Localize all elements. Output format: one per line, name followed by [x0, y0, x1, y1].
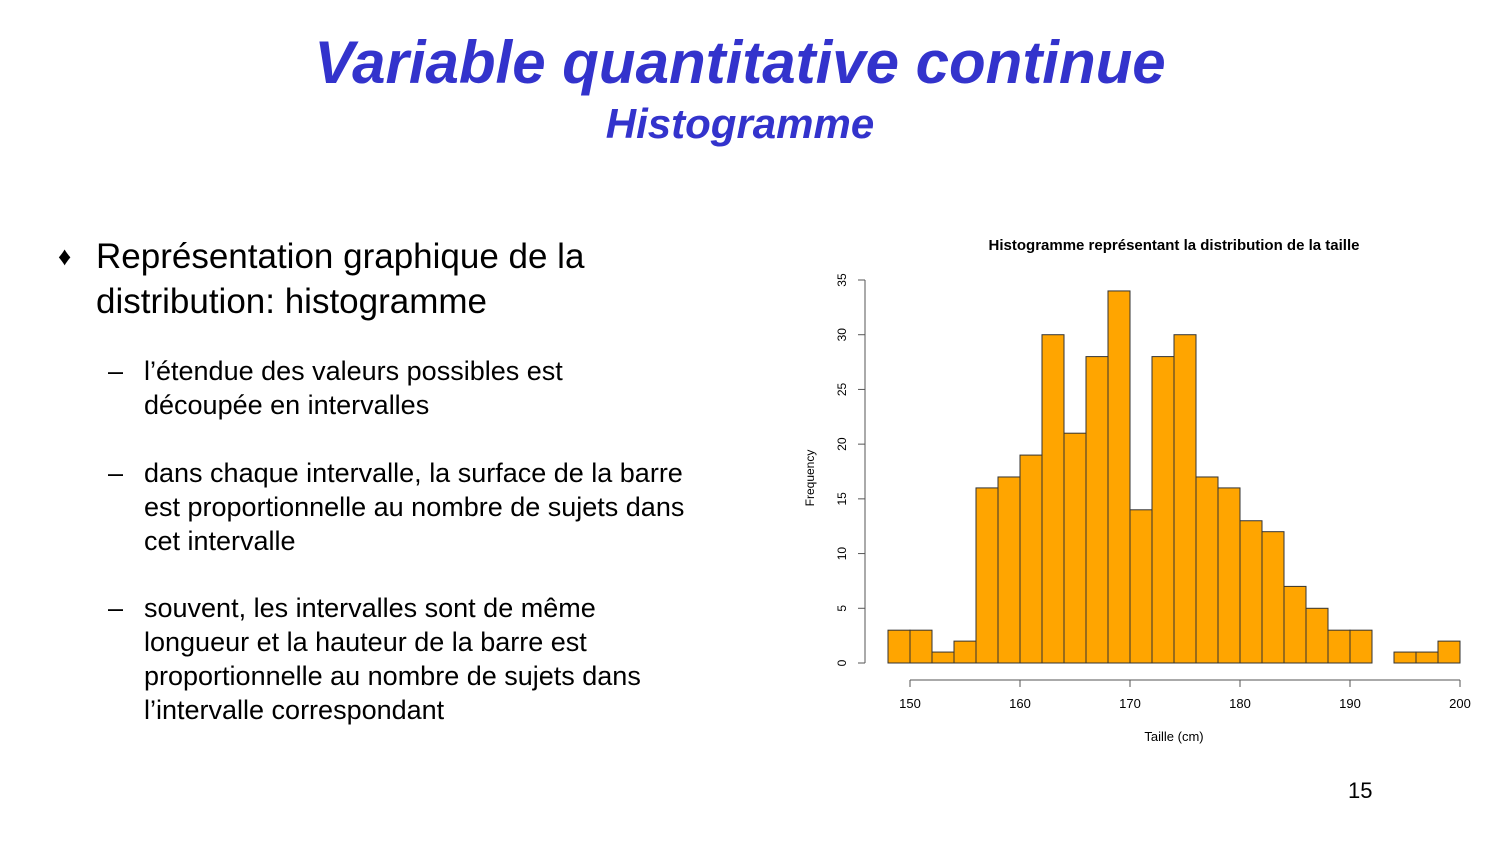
y-axis-label: Frequency — [803, 449, 817, 507]
y-tick-label: 20 — [835, 437, 849, 451]
histogram-bar — [1262, 532, 1284, 663]
y-tick-label: 35 — [835, 273, 849, 287]
histogram-bar — [1350, 630, 1372, 663]
histogram-bar — [1328, 630, 1350, 663]
sub-bullet-text: dans chaque intervalle, la surface de la barre est proportionnelle au nombre de sujets dans cet intervalle — [144, 458, 685, 556]
y-tick-label: 5 — [835, 604, 849, 612]
y-tick-label: 15 — [835, 492, 849, 506]
histogram-bar — [1394, 652, 1416, 663]
sub-bullet-text: souvent, les intervalles sont de même longueur et la hauteur de la barre est proportionnelle au nombre de sujets dans l’intervalle correspondant — [144, 593, 641, 725]
histogram-bar — [888, 630, 910, 663]
y-tick-label: 0 — [835, 659, 849, 667]
dash-icon: – — [108, 356, 124, 386]
histogram-bar — [932, 652, 954, 663]
main-bullet-text: Représentation graphique de la distribution: histogramme — [96, 237, 585, 321]
y-tick-label: 25 — [835, 382, 849, 397]
histogram-bar — [1108, 291, 1130, 663]
x-tick-label: 190 — [1339, 696, 1361, 711]
histogram-bar — [1020, 455, 1042, 663]
histogram-bar — [1240, 521, 1262, 663]
sub-bullet — [108, 354, 718, 422]
diamond-bullet-icon: ♦ — [58, 241, 72, 271]
histogram-bar — [1152, 357, 1174, 663]
main-bullet — [58, 234, 698, 324]
sub-bullet-text: l’étendue des valeurs possibles est découpée en intervalles — [144, 356, 563, 420]
histogram-bar — [976, 488, 998, 663]
histogram-bar — [1064, 433, 1086, 663]
sub-bullet — [108, 456, 718, 558]
histogram-bar — [1438, 641, 1460, 663]
histogram-bar — [1042, 335, 1064, 663]
x-axis-label: Taille (cm) — [1144, 729, 1204, 744]
y-tick-label: 30 — [835, 328, 849, 342]
dash-icon: – — [108, 458, 124, 488]
histogram-bar — [1284, 586, 1306, 663]
x-tick-label: 170 — [1119, 696, 1141, 711]
chart-title: Histogramme représentant la distribution de la taille — [988, 237, 1360, 254]
histogram-bar — [1130, 510, 1152, 663]
histogram-bar — [1306, 608, 1328, 663]
histogram-bar — [1218, 488, 1240, 663]
histogram-bar — [1416, 652, 1438, 663]
x-tick-label: 200 — [1449, 696, 1471, 711]
slide-subtitle: Histogramme — [605, 100, 875, 147]
histogram-bar — [910, 630, 932, 663]
histogram-chart — [780, 225, 1500, 765]
x-tick-label: 180 — [1229, 696, 1251, 711]
x-tick-label: 160 — [1009, 696, 1031, 711]
page-number: 15 — [1348, 778, 1373, 803]
histogram-bar — [1196, 477, 1218, 663]
dash-icon: – — [108, 593, 124, 623]
x-tick-label: 150 — [899, 696, 921, 711]
sub-bullet — [108, 591, 718, 727]
slide-title: Variable quantitative continue — [314, 29, 1166, 96]
histogram-bar — [1174, 335, 1196, 663]
y-tick-label: 10 — [835, 546, 849, 561]
histogram-bar — [1086, 357, 1108, 663]
histogram-bar — [954, 641, 976, 663]
histogram-bar — [998, 477, 1020, 663]
